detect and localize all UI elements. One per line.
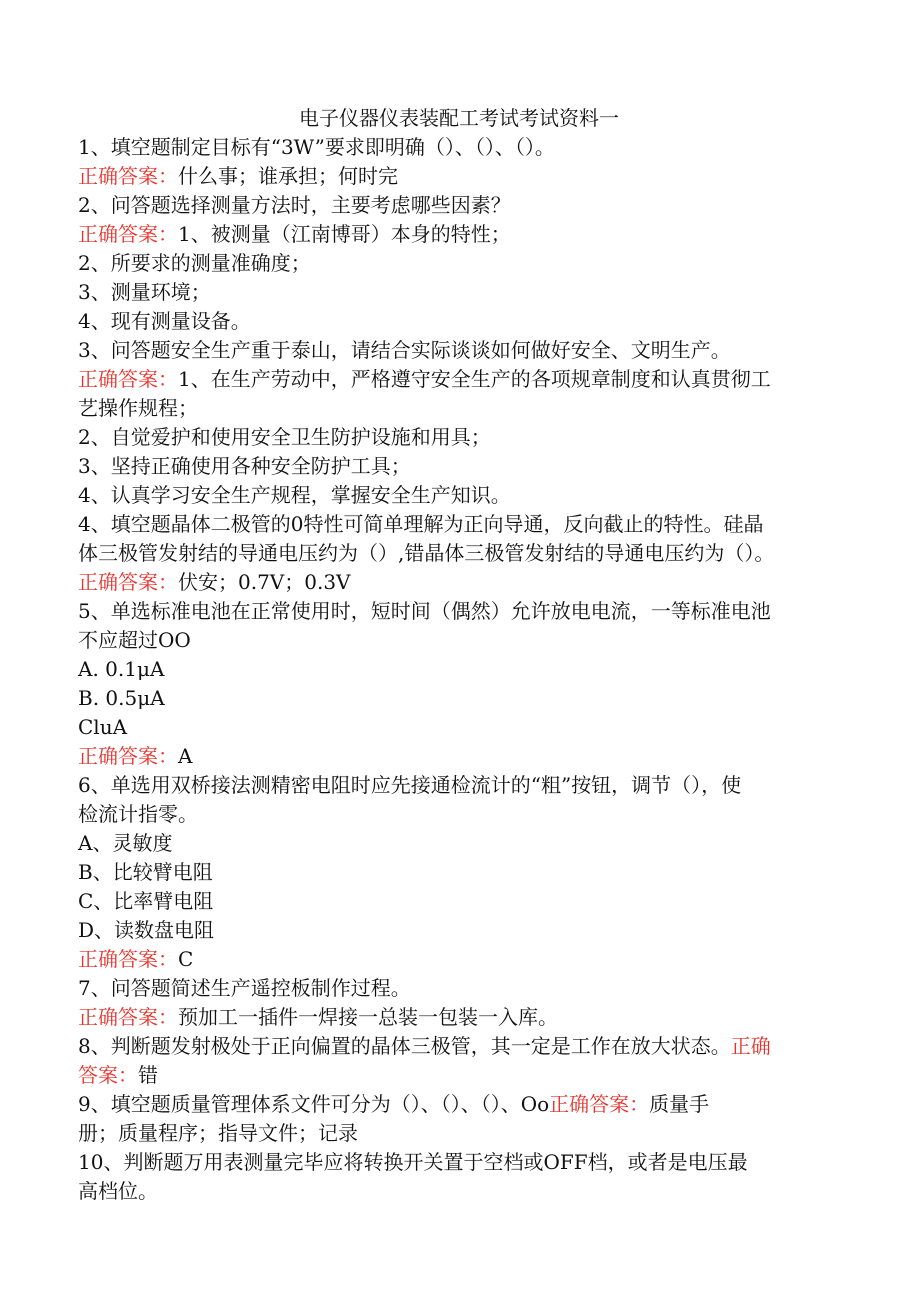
text-line: 2、问答题选择测量方法时，主要考虑哪些因素？ — [78, 193, 511, 217]
answer-label: 正确 — [730, 1034, 771, 1058]
text-line: 10、判断题万用表测量完毕应将转换开关置于空档或OFF档，或者是电压最 — [78, 1150, 748, 1174]
text-line: 4、认真学习安全生产规程，掌握安全生产知识。 — [78, 483, 511, 507]
answer-text: A — [178, 744, 193, 768]
text-line: 3、坚持正确使用各种安全防护工具； — [78, 454, 411, 478]
text-line: D、读数盘电阻 — [78, 918, 215, 942]
question-text: 8、判断题发射极处于正向偏置的晶体三极管，其一定是工作在放大状态。 — [78, 1034, 731, 1058]
text-line: B、比较臂电阻 — [78, 860, 213, 884]
text-line: 1、填空题制定目标有“3W”要求即明确（）、（）、（）。 — [78, 135, 555, 159]
answer-line — [78, 568, 840, 597]
answer-text: 1、在生产劳动中，严格遵守安全生产的各项规章制度和认真贯彻工 — [178, 367, 771, 391]
question-line — [78, 1032, 840, 1061]
document-body — [78, 133, 840, 1206]
text-line: 2、自觉爱护和使用安全卫生防护设施和用具； — [78, 425, 491, 449]
answer-text: 预加工一插件一焊接一总装一包装一入库。 — [178, 1005, 558, 1029]
answer-label: 正确答案： — [549, 1092, 650, 1116]
answer-label: 正确答案： — [78, 570, 178, 594]
text-line: 6、单选用双桥接法测精密电阻时应先接通检流计的“粗”按钮，调节（），使 — [78, 773, 742, 797]
answer-label: 正确答案： — [78, 1005, 178, 1029]
text-line: B. 0.5μA — [78, 686, 165, 710]
question-line — [78, 1090, 840, 1119]
question-text: 9、填空题质量管理体系文件可分为（）、（）、（）、Oo — [78, 1092, 550, 1116]
text-line: 7、问答题简述生产遥控板制作过程。 — [78, 976, 411, 1000]
answer-line — [78, 1003, 840, 1032]
text-line: 3、测量环境； — [78, 280, 211, 304]
text-line: 4、填空题晶体二极管的0特性可简单理解为正向导通，反向截止的特性。硅晶 — [78, 512, 764, 536]
answer-label: 正确答案： — [78, 164, 178, 188]
answer-label: 答案： — [78, 1063, 138, 1087]
text-line: CluA — [78, 715, 128, 739]
text-line: 高档位。 — [78, 1179, 158, 1203]
document-title: 电子仪器仪表装配工考试考试资料一 — [299, 106, 619, 130]
answer-text: 错 — [138, 1063, 158, 1087]
text-line: 艺操作规程； — [78, 396, 198, 420]
text-line: 册；质量程序；指导文件；记录 — [78, 1121, 358, 1145]
text-line: 体三极管发射结的导通电压约为（）,错晶体三极管发射结的导通电压约为（）。 — [78, 541, 775, 565]
text-line: 4、现有测量设备。 — [78, 309, 251, 333]
answer-label: 正确答案： — [78, 744, 178, 768]
answer-text: C — [178, 947, 194, 971]
answer-line — [78, 1061, 840, 1090]
text-line: 5、单选标准电池在正常使用时，短时间（偶然）允许放电电流，一等标准电池 — [78, 599, 771, 623]
answer-line — [78, 220, 840, 249]
text-line: 2、所要求的测量准确度； — [78, 251, 311, 275]
answer-label: 正确答案： — [78, 947, 178, 971]
answer-line — [78, 365, 840, 394]
text-line: C、比率臂电阻 — [78, 889, 214, 913]
text-line: 检流计指零。 — [78, 802, 198, 826]
text-line: A、灵敏度 — [78, 831, 173, 855]
answer-text: 1、被测量（江南博哥）本身的特性； — [178, 222, 511, 246]
answer-label: 正确答案： — [78, 222, 178, 246]
answer-line — [78, 162, 840, 191]
answer-text: 什么事；谁承担；何时完 — [178, 164, 398, 188]
answer-text: 伏安；0.7V；0.3V — [178, 570, 351, 594]
answer-text: 质量手 — [649, 1092, 710, 1116]
text-line: 不应超过OO — [78, 628, 191, 652]
answer-label: 正确答案： — [78, 367, 178, 391]
text-line: A. 0.1μA — [78, 657, 165, 681]
answer-line — [78, 945, 840, 974]
answer-line — [78, 742, 840, 771]
document-page — [78, 104, 840, 1206]
text-line: 3、问答题安全生产重于泰山，请结合实际谈谈如何做好安全、文明生产。 — [78, 338, 731, 362]
